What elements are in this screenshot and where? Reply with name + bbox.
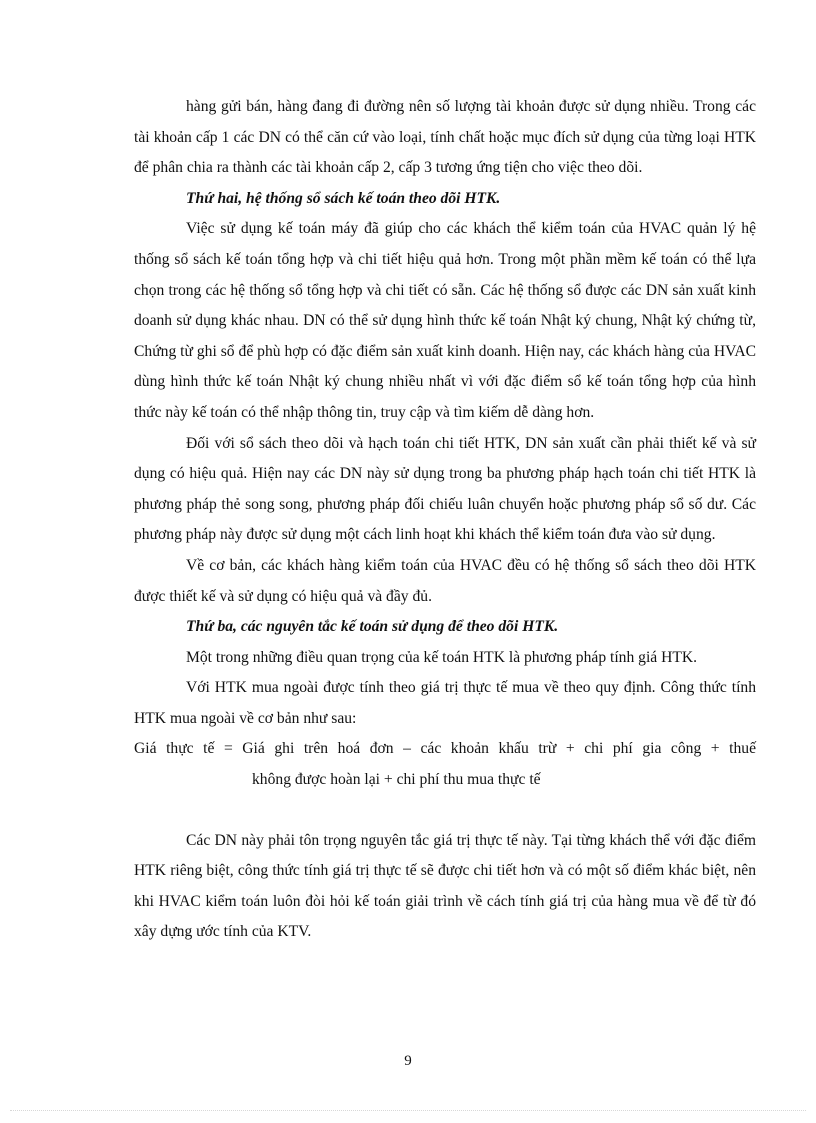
paragraph-purchase-formula-intro: Với HTK mua ngoài được tính theo giá trị thực tế mua về theo quy định. Công thức tính HTK mua ngoài về cơ bản như sau:: [134, 679, 756, 727]
heading-accounting-principles: Thứ ba, các nguyên tắc kế toán sử dụng để theo dõi HTK.: [186, 618, 559, 636]
paragraph-pricing-method: Một trong những điều quan trọng của kế toán HTK là phương pháp tính giá HTK.: [186, 648, 698, 666]
formula-line-2: không được hoàn lại + chi phí thu mua thực tế: [252, 771, 541, 789]
document-body: [134, 92, 756, 948]
heading-ledger-system: Thứ hai, hệ thống sổ sách kế toán theo dõi HTK.: [186, 189, 501, 207]
paragraph-accounts: hàng gửi bán, hàng đang đi đường nên số lượng tài khoản được sử dụng nhiều. Trong các tài khoản cấp 1 các DN có thể căn cứ vào loại, tính chất hoặc mục đích sử dụng của từng loại HTK để phân chia ra thành các tài khoản cấp 2, cấp 3 tương ứng tiện cho việc theo dõi.: [134, 98, 756, 177]
spacer: [134, 796, 756, 826]
paragraph-summary: Về cơ bản, các khách hàng kiểm toán của HVAC đều có hệ thống sổ sách theo dõi HTK được thiết kế và sử dụng có hiệu quả và đầy đủ.: [134, 556, 756, 605]
paragraph-detail-accounting: Đối với sổ sách theo dõi và hạch toán chi tiết HTK, DN sản xuất cần phải thiết kế và sử dụng có hiệu quả. Hiện nay các DN này sử dụng trong ba phương pháp hạch toán chi tiết HTK là phương pháp thẻ song song, phương pháp đối chiếu luân chuyển hoặc phương pháp sổ số dư. Các phương pháp này được sử dụng một cách linh hoạt khi khách thể kiểm toán đưa vào sử dụng.: [134, 434, 756, 544]
paragraph-ledger-software: Việc sử dụng kế toán máy đã giúp cho các khách thể kiểm toán của HVAC quản lý hệ thống sổ sách kế toán tổng hợp và chi tiết hiệu quả hơn. Trong một phần mềm kế toán có thể lựa chọn trong các hệ thống sổ tổng hợp và chi tiết có sẵn. Các hệ thống sổ được các DN sản xuất kinh doanh sử dụng khác nhau. DN có thể sử dụng hình thức kế toán Nhật ký chung, Nhật ký chứng từ, Chứng từ ghi sổ để phù hợp có đặc điểm sản xuất kinh doanh. Hiện nay, các khách hàng của HVAC dùng hình thức kế toán Nhật ký chung nhiều nhất vì với đặc điểm sổ kế toán tổng hợp của hình thức này kế toán có thể nhập thông tin, truy cập và tìm kiếm dễ dàng hơn.: [134, 220, 756, 421]
page-bottom-divider: [10, 1110, 806, 1111]
page-number: 9: [404, 1053, 412, 1069]
paragraph-actual-value-principle: Các DN này phải tôn trọng nguyên tắc giá trị thực tế này. Tại từng khách thể với đặc điểm HTK riêng biệt, công thức tính giá trị thực tế sẽ được chi tiết hơn và có một số điểm khác biệt, nên khi HVAC kiểm toán luôn đòi hỏi kế toán giải trình về cách tính giá trị của hàng mua về để từ đó xây dựng ước tính của KTV.: [134, 831, 756, 941]
formula-line-1: Giá thực tế = Giá ghi trên hoá đơn – các khoản khấu trừ + chi phí gia công + thuế: [134, 740, 756, 758]
